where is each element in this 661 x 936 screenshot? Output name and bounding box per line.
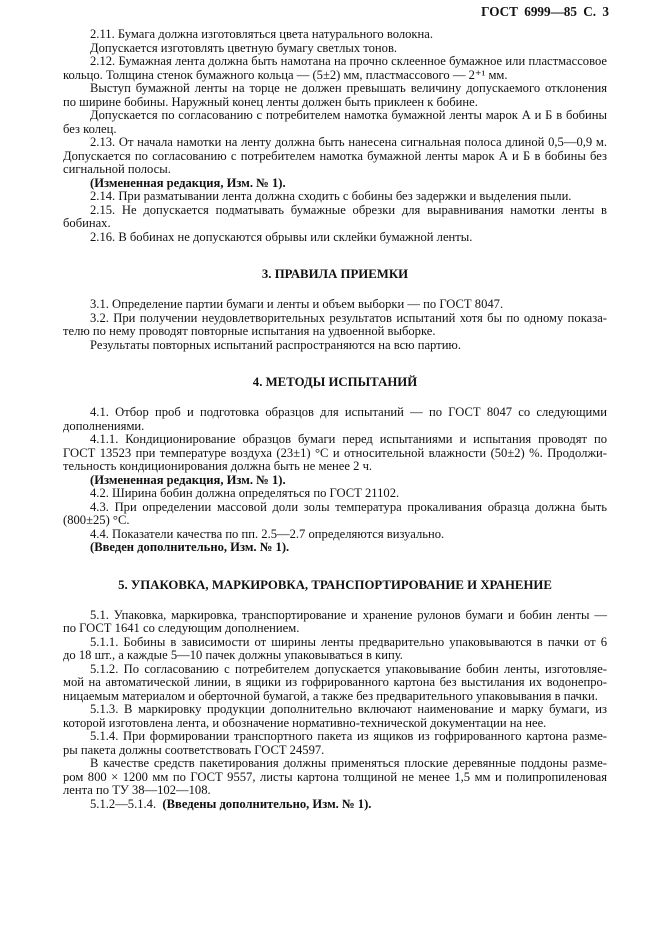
paragraph — [63, 231, 607, 245]
paragraph — [63, 474, 607, 488]
paragraph — [63, 663, 607, 704]
text-line: 3.1. Определение партии бумаги и ленты и объем выборки — по ГОСТ 8047. — [90, 297, 504, 311]
section-heading: 3. ПРАВИЛА ПРИЕМКИ — [261, 267, 409, 281]
page-header: ГОСТ 6999—85 С. 3 — [481, 4, 609, 19]
section-body — [63, 28, 607, 244]
paragraph — [63, 109, 607, 136]
text-line: 5.1. Упаковка, маркировка, транспортирование и хранение рулонов бумаги и бобин ленты — — [90, 607, 607, 622]
text-line: бобинах. — [63, 216, 111, 230]
paragraph — [63, 730, 607, 757]
section-body — [63, 298, 607, 352]
document-body — [63, 28, 607, 811]
paragraph — [63, 136, 607, 177]
text-line: до 18 шт., а каждые 5—10 пачек должны упаковываться в кипу. — [63, 648, 403, 662]
text-line: (Введен дополнительно, Изм. № 1). — [90, 540, 290, 554]
paragraph — [63, 798, 607, 812]
paragraph — [63, 82, 607, 109]
section-heading: 4. МЕТОДЫ ИСПЫТАНИЙ — [252, 375, 418, 389]
clause-range: 5.1.2—5.1.4. — [90, 796, 163, 811]
text-line: лента по ТУ 38—102—108. — [63, 783, 211, 797]
text-line: ром 800 × 1200 мм по ГОСТ 9557, листы картона толщиной не менее 1,5 мм и полипропиленовая — [63, 769, 607, 784]
paragraph — [63, 703, 607, 730]
paragraph — [63, 55, 607, 82]
paragraph — [63, 298, 607, 312]
text-line: Допускается по согласованию с потребителем намотка бумажной ленты марок А и Б в бобины без — [63, 148, 607, 163]
text-line: телю по нему проводят повторные испытания на удвоенной выборке. — [63, 324, 436, 338]
paragraph — [63, 406, 607, 433]
text-line: 5.1.4. При формировании транспортного пакета из ящиков из гофрированного картона разме- — [90, 729, 607, 743]
paragraph — [63, 433, 607, 474]
text-line: 2.13. От начала намотки на ленту должна быть нанесена сигнальная полоса длиной 0,5—0,9 м. — [90, 135, 607, 149]
text-line: 4.1.1. Кондиционирование образцов бумаги перед испытаниями и испытания проводят по — [90, 432, 607, 446]
paragraph — [63, 609, 607, 636]
text-line: Допускается по согласованию с потребителем намотка бумажной ленты марок А и Б в бобины — [90, 108, 607, 122]
paragraph — [63, 541, 607, 555]
text-line: по ширине бобины. Наружный конец ленты должен быть приклеен к бобине. — [63, 94, 478, 109]
paragraph — [63, 487, 607, 501]
amendment-label: (Введены дополнительно, Изм. № 1). — [162, 796, 372, 811]
text-line: 4.2. Ширина бобин должна определяться по ГОСТ 21102. — [90, 486, 400, 500]
section-heading: 5. УПАКОВКА, МАРКИРОВКА, ТРАНСПОРТИРОВАНИЕ И ХРАНЕНИЕ — [118, 577, 552, 592]
paragraph — [63, 190, 607, 204]
text-line: 4.1. Отбор проб и подготовка образцов для испытаний — по ГОСТ 8047 со следующими — [90, 405, 607, 419]
text-line: 5.1.3. В маркировку продукции дополнительно включают наименование и марку бумаги, из — [90, 702, 607, 716]
text-line: Результаты повторных испытаний распространяются на всю партию. — [90, 337, 461, 352]
text-line: 2.11. Бумага должна изготовляться цвета натурального волокна. — [90, 27, 434, 41]
text-line: дополнениями. — [63, 418, 145, 433]
paragraph — [63, 757, 607, 798]
text-line: 2.12. Бумажная лента должна быть намотана на прочно склеенное бумажное или пластмассовое — [90, 54, 607, 68]
text-line: без колец. — [63, 121, 117, 136]
text-line: ницаемым материалом и оберточной бумагой, а также без предварительного упаковывания в пачки. — [63, 688, 598, 703]
text-line: Допускается изготовлять цветную бумагу светлых тонов. — [90, 40, 398, 55]
paragraph — [63, 42, 607, 56]
text-line: сигнальной полосы. — [63, 162, 171, 176]
text-line: тельность кондиционирования должна быть не менее 2 ч. — [63, 459, 373, 473]
text-line: Выступ бумажной ленты на торце не должен превышать величину допускаемого отклонения — [90, 81, 607, 95]
section-body — [63, 406, 607, 555]
text-line: мой на автоматической линии, в ящики из гофрированного картона без выстилания их водонепро- — [63, 675, 607, 689]
paragraph — [63, 501, 607, 528]
paragraph — [63, 28, 607, 42]
paragraph — [63, 204, 607, 231]
amendment-note — [63, 798, 607, 812]
paragraph — [63, 312, 607, 339]
text-line: (Измененная редакция, Изм. № 1). — [90, 175, 286, 190]
text-line: 2.16. В бобинах не допускаются обрывы или склейки бумажной ленты. — [90, 229, 473, 244]
text-line: кольцо. Толщина стенок бумажного кольца — (5±2) мм, пластмассового — 2⁺¹ мм. — [63, 67, 508, 82]
text-line: 5.1.2. По согласованию с потребителем допускается упаковывание бобин ленты, изготовляе- — [90, 661, 607, 676]
text-line: которой изготовлена лента, и обозначение нормативно-технической документации на нее. — [63, 715, 547, 730]
paragraph — [63, 636, 607, 663]
text-line: 4.3. При определении массовой доли золы температура прокаливания образца должна быть — [90, 499, 607, 514]
text-line: В качестве средств пакетирования должны применяться плоские деревянные поддоны разме- — [90, 756, 607, 770]
paragraph — [63, 528, 607, 542]
section-body — [63, 609, 607, 812]
text-line: по ГОСТ 1641 со следующим дополнением. — [63, 621, 300, 635]
text-line: (800±25) °С. — [63, 513, 130, 527]
paragraph — [63, 177, 607, 191]
text-line: ры пакета должны соответствовать ГОСТ 24597. — [63, 742, 325, 757]
paragraph — [63, 339, 607, 353]
text-line: 2.14. При разматывании лента должна сходить с бобины без задержки и выделения пыли. — [90, 189, 572, 203]
text-line: 4.4. Показатели качества по пп. 2.5—2.7 определяются визуально. — [90, 526, 445, 541]
text-line: 2.15. Не допускается подматывать бумажные обрезки для выравнивания намотки ленты в — [90, 202, 607, 217]
text-line: (Измененная редакция, Изм. № 1). — [90, 472, 286, 487]
text-line: 5.1.1. Бобины в зависимости от ширины ленты предварительно упаковываются в пачки от 6 — [90, 634, 607, 649]
text-line: 3.2. При получении неудовлетворительных результатов испытаний хотя бы по одному показа- — [90, 310, 607, 325]
text-line: ГОСТ 13523 при температуре воздуха (23±1) °С и относительной влажности (50±2) %. Продолжи- — [63, 445, 607, 460]
